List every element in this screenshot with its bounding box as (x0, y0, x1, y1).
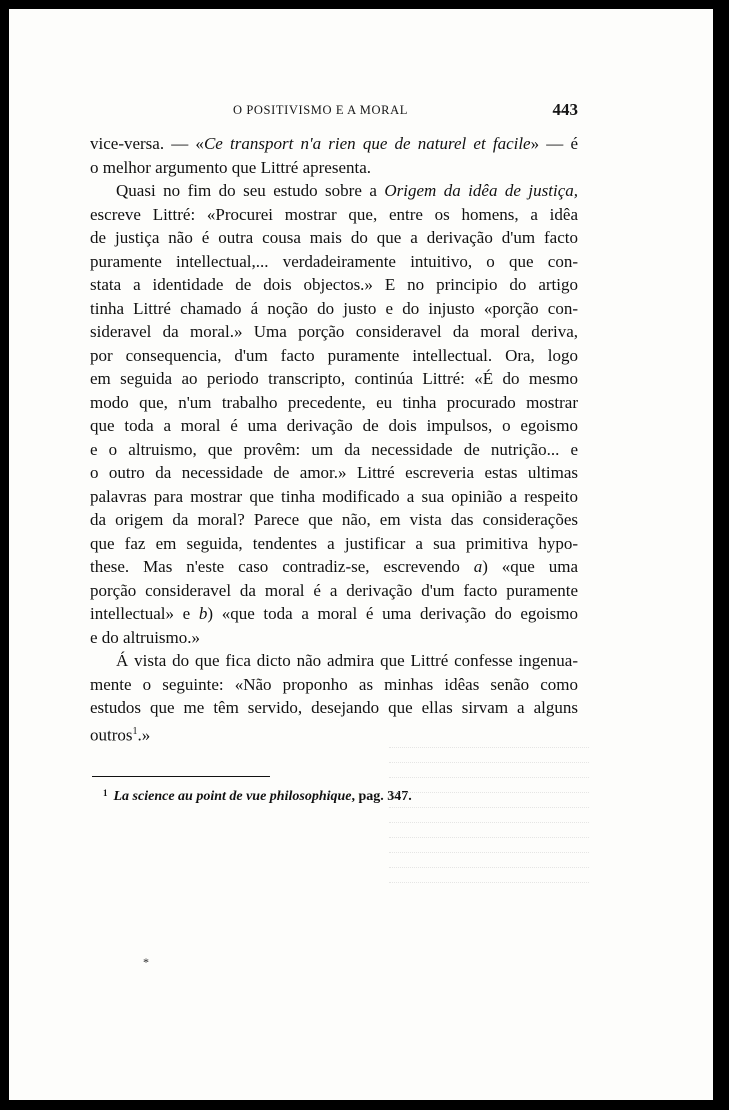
text-line: que toda a moral é uma derivação de dois impulsos, o egoismo (90, 416, 578, 435)
page-number: 443 (552, 100, 578, 119)
text-line: vice-versa. — «Ce transport n'a rien que de naturel et facile» — é (90, 134, 578, 153)
text-line: da origem da moral? Parece que não, em vista das considerações (90, 510, 578, 529)
text-line: these. Mas n'este caso contradiz-se, escrevendo a) «que uma (90, 557, 578, 576)
text-line: puramente intellectual,... verdadeiramente intuitivo, o que con- (90, 251, 578, 271)
running-title: O POSITIVISMO E A MORAL (233, 103, 408, 117)
text-line: estudos que me têm servido, desejando que ellas sirvam a alguns (90, 698, 578, 717)
text-line: escreve Littré: «Procurei mostrar que, entre os homens, a idêa (90, 204, 578, 224)
footnote-page: , pag. 347. (351, 789, 412, 804)
text-line: mente o seguinte: «Não proponho as minhas idêas senão como (90, 674, 578, 694)
text-line: Á vista do que fica dicto não admira que Littré confesse ingenua- (116, 651, 578, 670)
text-line: intellectual» e b) «que toda a moral é uma derivação do egoismo (90, 604, 578, 623)
stray-ink-mark: * (143, 955, 149, 969)
quoted-phrase: Ce transport n'a rien que de naturel et facile (203, 134, 531, 153)
text-line: e o altruismo, que provêm: um da necessidade de nutrição... e (90, 439, 578, 459)
book-page (9, 9, 713, 1100)
cited-title: Origem da idêa de justiça, (384, 181, 578, 200)
text-line: palavras para mostrar que tinha modificado a sua opinião a respeito (90, 486, 578, 506)
body-text (90, 132, 578, 743)
text-line: Quasi no fim do seu estudo sobre a Origem da idêa de justiça, (116, 181, 578, 200)
footnote-reference[interactable]: 1 (132, 725, 138, 737)
page-header (233, 100, 578, 120)
footnote-divider (92, 776, 270, 777)
text-line: de justiça não é outra cousa mais do que a derivação d'um facto (90, 228, 578, 247)
text-line: stata a identidade de dois objectos.» E no principio do artigo (90, 275, 578, 294)
footnote-marker: 1 (103, 788, 108, 798)
show-through-bleed (389, 739, 589, 959)
footnote-title: La science au point de vue philosophique (113, 789, 352, 804)
text-line: que faz em seguida, tendentes a justificar a sua primitiva hypo- (90, 533, 578, 553)
footnote (103, 788, 412, 805)
text-line: o outro da necessidade de amor.» Littré escreveria estas ultimas (90, 463, 578, 482)
text-line: sideravel da moral.» Uma porção consideravel da moral deriva, (90, 322, 578, 341)
text-line: modo que, n'um trabalho precedente, eu tinha procurado mostrar (90, 392, 578, 412)
text-line: outros$^1$.» (90, 725, 151, 745)
text-line: o melhor argumento que Littré apresenta. (90, 157, 372, 177)
text-line: por consequencia, d'um facto puramente intellectual. Ora, logo (90, 345, 578, 365)
text-line: porção consideravel da moral é a derivação d'um facto puramente (90, 580, 578, 600)
text-line: em seguida ao periodo transcripto, continúa Littré: «É do mesmo (90, 369, 578, 388)
text-line: e do altruismo.» (90, 627, 201, 647)
text-line: tinha Littré chamado á noção do justo e do injusto «porção con- (90, 298, 578, 318)
